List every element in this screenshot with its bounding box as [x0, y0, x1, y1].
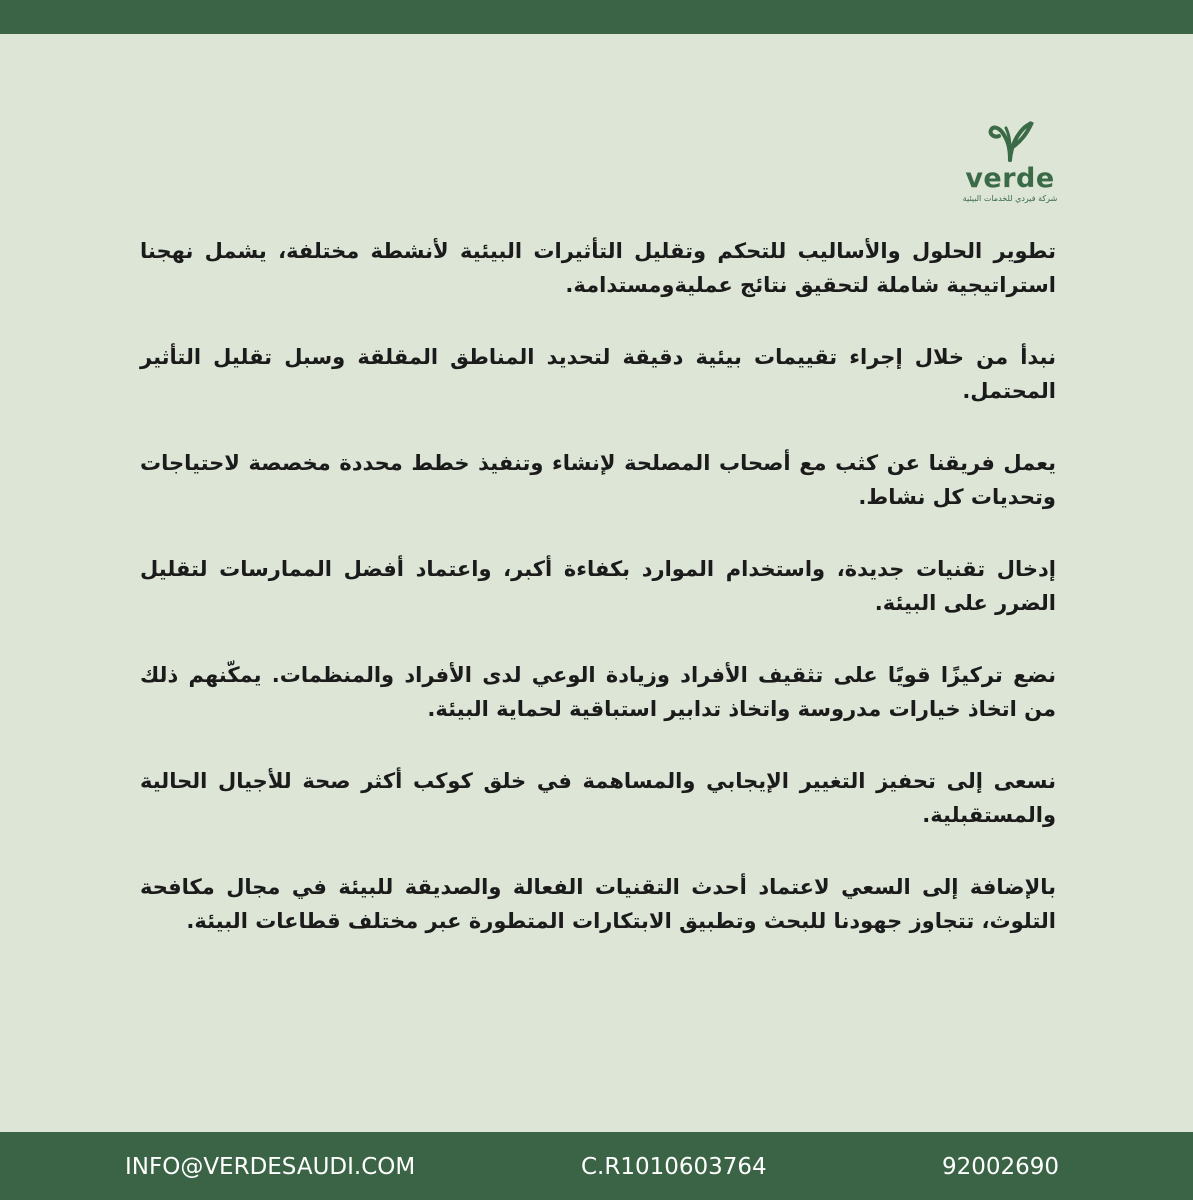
footer-commercial-registration: C.R1010603764: [581, 1154, 767, 1180]
paragraph: إدخال تقنيات جديدة، واستخدام الموارد بكفاءة أكبر، واعتماد أفضل الممارسات لتقليل الضرر على البيئة.: [140, 557, 1056, 615]
company-logo: [960, 118, 1060, 214]
paragraph: نبدأ من خلال إجراء تقييمات بيئية دقيقة لتحديد المناطق المقلقة وسبل تقليل التأثير المحتمل.: [140, 345, 1056, 403]
footer-email[interactable]: INFO@VERDESAUDI.COM: [125, 1154, 416, 1180]
paragraph: بالإضافة إلى السعي لاعتماد أحدث التقنيات الفعالة والصديقة للبيئة في مجال مكافحة التلوث، تتجاوز جهودنا للبحث وتطبيق الابتكارات المتطورة عبر مختلف قطاعات البيئة.: [140, 875, 1056, 933]
main-content: [140, 234, 1056, 976]
leaf-sprout-icon: [984, 118, 1036, 162]
logo-wordmark: verde: [965, 163, 1055, 194]
footer-bar: [0, 1132, 1193, 1200]
paragraph: تطوير الحلول والأساليب للتحكم وتقليل التأثيرات البيئية لأنشطة مختلفة، يشمل نهجنا استراتيجية شاملة لتحقيق نتائج عمليةومستدامة.: [140, 239, 1056, 297]
logo-tagline: شركة فيردي للخدمات البيئية: [962, 194, 1058, 203]
paragraph: نسعى إلى تحفيز التغيير الإيجابي والمساهمة في خلق كوكب أكثر صحة للأجيال الحالية والمستقبلية.: [140, 769, 1056, 827]
paragraph: نضع تركيزًا قويًا على تثقيف الأفراد وزيادة الوعي لدى الأفراد والمنظمات. يمكّنهم ذلك من اتخاذ خيارات مدروسة واتخاذ تدابير استباقية لحماية البيئة.: [140, 663, 1056, 721]
paragraph: يعمل فريقنا عن كثب مع أصحاب المصلحة لإنشاء وتنفيذ خطط محددة مخصصة لاحتياجات وتحديات كل نشاط.: [140, 451, 1056, 509]
footer-phone[interactable]: 92002690: [942, 1154, 1060, 1180]
top-bar: [0, 0, 1193, 34]
